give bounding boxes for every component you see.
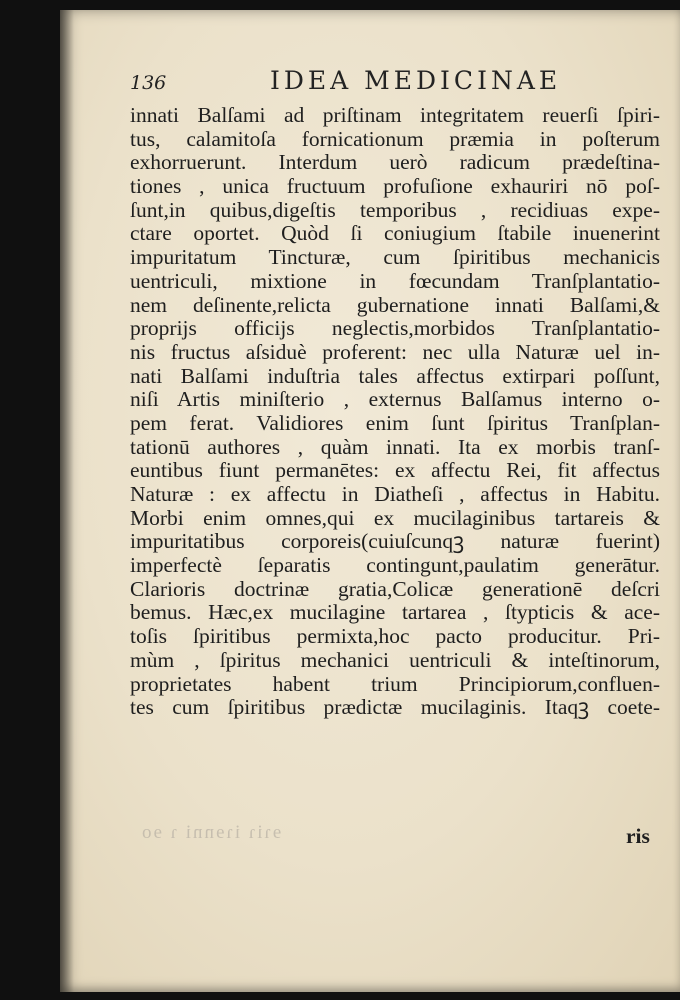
text-line: exhorruerunt. Interdum uerò radicum prædeſtina-	[130, 150, 660, 175]
text-line: nati Balſami induſtria tales affectus extirpari poſſunt,	[130, 363, 660, 388]
text-line: impuritatum Tincturæ, cum ſpiritibus mechanicis	[130, 245, 660, 270]
text-line: Naturæ : ex affectu in Diatheſi , affectus in Habitu.	[130, 482, 660, 506]
running-head	[130, 66, 650, 102]
text-line: toſis ſpiritibus permixta,hoc pacto producitur. Pri-	[130, 624, 660, 649]
text-line: tiones , unica fructuum profuſione exhauriri nō poſ-	[130, 174, 660, 199]
text-line: imperfectè ſeparatis contingunt,paulatim generātur.	[130, 553, 660, 578]
text-line: impuritatibus corporeis(cuiuſcunqꝫ naturæ fuerint)	[130, 529, 660, 554]
page-number: 136	[130, 72, 167, 94]
text-line: Clarioris doctrinæ gratia,Colicæ generationē deſcri	[130, 576, 660, 601]
catchword: ris	[626, 824, 650, 848]
text-line: proprietates habent trium Principiorum,confluen-	[130, 671, 660, 696]
text-line: bemus. Hæc,ex mucilagine tartarea , ſtypticis & ace-	[130, 600, 660, 625]
body-text	[130, 104, 660, 720]
text-line: tus, calamitoſa fornicationum præmia in poſterum	[130, 126, 660, 151]
page-gutter-shadow	[60, 10, 74, 992]
text-line: innati Balſami ad priſtinam integritatem reuerſi ſpiri-	[130, 103, 660, 127]
running-title: IDEA MEDICINAE	[270, 66, 562, 95]
text-line: uentriculi, mixtione in fœcundam Tranſplantatio-	[130, 268, 660, 293]
text-line: pem ferat. Validiores enim ſunt ſpiritus Tranſplan-	[130, 410, 660, 435]
text-line: Morbi enim omnes,qui ex mucilaginibus tartareis &	[130, 505, 660, 530]
text-line: ctare oportet. Quòd ſi coniugium ſtabile inuenerint	[130, 221, 660, 246]
text-line: tes cum ſpiritibus prædictæ mucilaginis. Itaqꝫ coete-	[130, 695, 660, 720]
show-through-text: ɘɿiɿ iɿɘnni ɿ ɘo	[140, 822, 282, 843]
text-line: niſi Artis miniſterio , externus Balſamus interno o-	[130, 387, 660, 412]
text-line: nis fructus aſsiduè proferent: nec ulla Naturæ uel in-	[130, 339, 660, 364]
text-line: nem deſinente,relicta gubernatione innati Balſami,&	[130, 292, 660, 317]
text-line: tationū authores , quàm innati. Ita ex morbis tranſ-	[130, 434, 660, 459]
text-line: ſunt,in quibus,digeſtis temporibus , recidiuas expe-	[130, 197, 660, 222]
text-line: proprijs officijs neglectis,morbidos Tranſplantatio-	[130, 316, 660, 341]
text-line: mùm , ſpiritus mechanici uentriculi & inteſtinorum,	[130, 647, 660, 672]
text-line: euntibus fiunt permanētes: ex affectu Rei, fit affectus	[130, 458, 660, 483]
